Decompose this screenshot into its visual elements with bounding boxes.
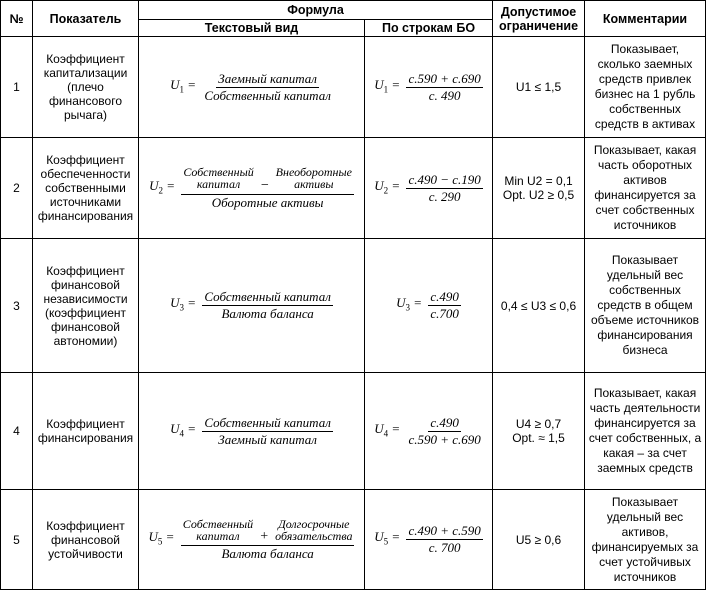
header-by-lines: По строкам БО xyxy=(365,20,493,37)
limit-value: Min U2 = 0,1 Opt. U2 ≥ 0,5 xyxy=(493,138,585,239)
header-comments: Комментарии xyxy=(585,1,706,37)
table-row xyxy=(1,373,706,490)
formula-fraction: $\frac{c.590 + c.690}{c. 490}$ xyxy=(408,70,481,103)
limit-value: U4 ≥ 0,7 Opt. ≈ 1,5 xyxy=(493,373,585,490)
limit-value: U5 ≥ 0,6 xyxy=(493,490,585,590)
indicator-name: Коэффициент капитализации (плечо финансового рычага) xyxy=(33,37,139,138)
formula-symbol: $U_2$ = xyxy=(374,177,401,196)
table-row xyxy=(1,138,706,239)
formula-bo xyxy=(365,37,493,138)
limit-value: U1 ≤ 1,5 xyxy=(493,37,585,138)
formula-symbol: $U_3$ = xyxy=(396,295,423,313)
comment: Показывает, какая часть оборотных активов финансируется за счет собственных источников xyxy=(585,138,706,239)
comment: Показывает удельный вес активов, финансируемых за счет устойчивых источников xyxy=(585,490,706,590)
table-row xyxy=(1,239,706,373)
indicator-name: Коэффициент финансовой устойчивости xyxy=(33,490,139,590)
formula-symbol: $U_3$ = xyxy=(170,295,197,313)
formula-bo xyxy=(365,373,493,490)
formula-bo xyxy=(365,490,493,590)
row-number: 3 xyxy=(1,239,33,373)
header-limit: Допустимое ограничение xyxy=(493,1,585,37)
formula-fraction: Собственный капитал − Внеоборотные активы Оборотные активы xyxy=(183,165,352,210)
row-number: 4 xyxy=(1,373,33,490)
row-number: 2 xyxy=(1,138,33,239)
row-number: 5 xyxy=(1,490,33,590)
formula-fraction: $\frac{c.490}{c.590 + c.690}$ xyxy=(408,414,481,447)
header-indicator: Показатель xyxy=(33,1,139,37)
comment: Показывает, сколько заемных средств привлек бизнес на 1 рубль собственных средств в активах xyxy=(585,37,706,138)
comment: Показывает, какая часть деятельности финансируется за счет собственных, а какая – за счет заемных средств xyxy=(585,373,706,490)
comment: Показывает удельный вес собственных средств в общем объеме источников финансирования бизнеса xyxy=(585,239,706,373)
formula-symbol: $U_5$ = xyxy=(374,529,401,547)
formula-fraction: Собственный капитал + Долгосрочные обязательства Валюта баланса xyxy=(182,516,353,561)
formula-symbol: $U_5$ = xyxy=(148,529,175,547)
header-formula: Формула xyxy=(139,1,493,20)
header-text-view: Текстовый вид xyxy=(139,20,365,37)
formula-fraction: $\frac{\text{Собственный капитал}}{\text{Валюта баланса}}$ xyxy=(204,289,331,321)
formula-fraction: $\frac{c.490 - c.190}{c. 290}$ xyxy=(408,171,481,204)
table-row xyxy=(1,490,706,590)
limit-value: 0,4 ≤ U3 ≤ 0,6 xyxy=(493,239,585,373)
indicator-name: Коэффициент финансовой независимости (коэффициент финансовой автономии) xyxy=(33,239,139,373)
formula-bo xyxy=(365,239,493,373)
formula-symbol: $U_1$ = xyxy=(374,76,401,95)
header-num: № xyxy=(1,1,33,37)
formula-symbol: $U_1$ = xyxy=(170,76,197,95)
formula-text xyxy=(139,490,365,590)
formula-text xyxy=(139,37,365,138)
formula-text xyxy=(139,373,365,490)
formula-symbol: $U_2$ = xyxy=(149,177,175,196)
table-row xyxy=(1,37,706,138)
formula-symbol: $U_4$ = xyxy=(374,420,401,439)
formula-symbol: $U_4$ = xyxy=(170,420,197,439)
formula-fraction: $\frac{c.490}{c.700}$ xyxy=(430,289,459,321)
formula-fraction: $\frac{c.490 + c.590}{c. 700}$ xyxy=(408,523,481,555)
formula-text xyxy=(139,138,365,239)
formula-bo xyxy=(365,138,493,239)
formula-fraction: $\frac{\text{Заемный капитал}}{\text{Собственный капитал}}$ xyxy=(204,70,331,103)
row-number: 1 xyxy=(1,37,33,138)
indicator-name: Коэффициент финансирования xyxy=(33,373,139,490)
indicator-name: Коэффициент обеспеченности собственными источниками финансирования xyxy=(33,138,139,239)
formula-text xyxy=(139,239,365,373)
formula-fraction: $\frac{\text{Собственный капитал}}{\text{Заемный капитал}}$ xyxy=(204,414,331,447)
